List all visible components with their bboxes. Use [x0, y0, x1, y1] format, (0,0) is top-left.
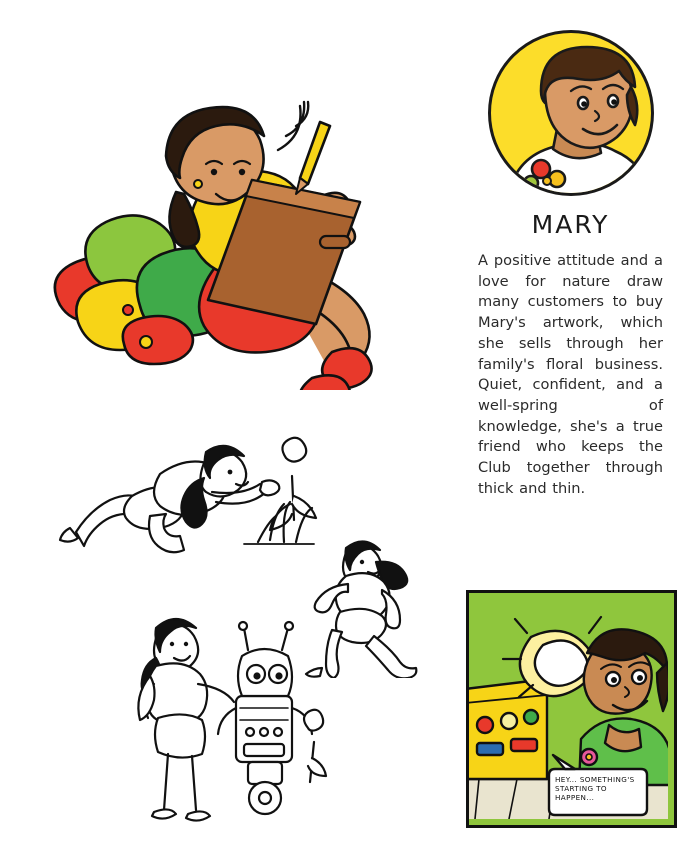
- portrait-illustration: [491, 33, 651, 193]
- artwork-mary-picking-flower: [40, 400, 320, 560]
- character-bio: A positive attitude and a love for nature draw many customers to buy Mary's artwork, which she sells through her family's floral business. Quiet, confident, and a well-spring of knowledge, she's a true friend who keeps the Club together through thick and thin.: [478, 252, 663, 497]
- character-name: MARY: [531, 210, 610, 239]
- comic-panel-hey-something: [466, 590, 677, 828]
- portrait-block: [478, 30, 663, 500]
- comic-speech-bubble: HEY... SOMETHING'S STARTING TO HAPPEN...: [555, 775, 635, 802]
- artwork-mary-drawing-on-pillows: [20, 60, 460, 390]
- artwork-mary-with-robot: [110, 600, 330, 840]
- mary-portrait: [488, 30, 654, 196]
